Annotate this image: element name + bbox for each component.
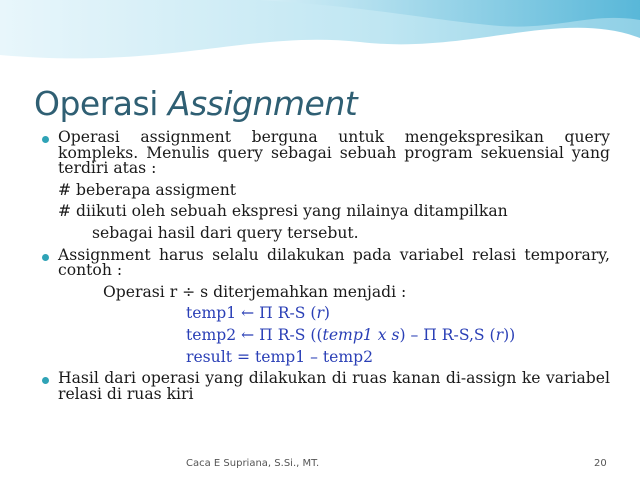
header-wave-decoration xyxy=(0,0,640,80)
bullet-2-text: Assignment harus selalu dilakukan pada variabel relasi temporary, contoh : xyxy=(58,245,610,280)
formula-2-post2: )) xyxy=(503,325,516,344)
slide-title xyxy=(34,84,357,123)
formula-1-ital: r xyxy=(316,304,324,323)
formula-1-pre: temp1 ← Π R-S ( xyxy=(186,304,317,323)
title-italic: Assignment xyxy=(167,84,358,123)
bullet-1-text: Operasi assignment berguna untuk mengekspresikan query kompleks. Menulis query sebagai sebuah program sekuensial yang terdiri atas : xyxy=(58,128,610,178)
bullet-1-sub-1: # beberapa assigment xyxy=(58,180,237,199)
formula-2 xyxy=(40,325,610,344)
formula-2-pre: temp2 ← Π R-S (( xyxy=(186,325,323,344)
formula-1-post: ) xyxy=(323,304,331,323)
footer-author: Caca E Supriana, S.Si., MT. xyxy=(186,458,320,469)
bullet-1-sub-3: sebagai hasil dari query tersebut. xyxy=(92,223,359,242)
formula-2-ital2: r xyxy=(495,325,504,344)
slide-body xyxy=(40,130,610,402)
bullet-3 xyxy=(40,371,610,402)
formula-2-ital: temp1 x s xyxy=(322,325,400,344)
bullet-3-text: Hasil dari operasi yang dilakukan di ruas kanan di-assign ke variabel relasi di ruas kiri xyxy=(58,369,610,403)
formula-2-post: ) – Π R-S,S ( xyxy=(399,325,496,344)
formula-3 xyxy=(40,347,610,366)
bullet-2-sub-1: Operasi r ÷ s diterjemahkan menjadi : xyxy=(103,282,407,301)
page-number: 20 xyxy=(594,458,607,469)
bullet-1-sub-2: # diikuti oleh sebuah ekspresi yang nilainya ditampilkan xyxy=(58,202,508,221)
bullet-2 xyxy=(40,245,610,280)
title-plain: Operasi xyxy=(34,84,168,123)
formula-3-pre: result = temp1 – temp2 xyxy=(186,347,374,366)
formula-1 xyxy=(40,306,610,322)
bullet-1 xyxy=(40,130,610,177)
